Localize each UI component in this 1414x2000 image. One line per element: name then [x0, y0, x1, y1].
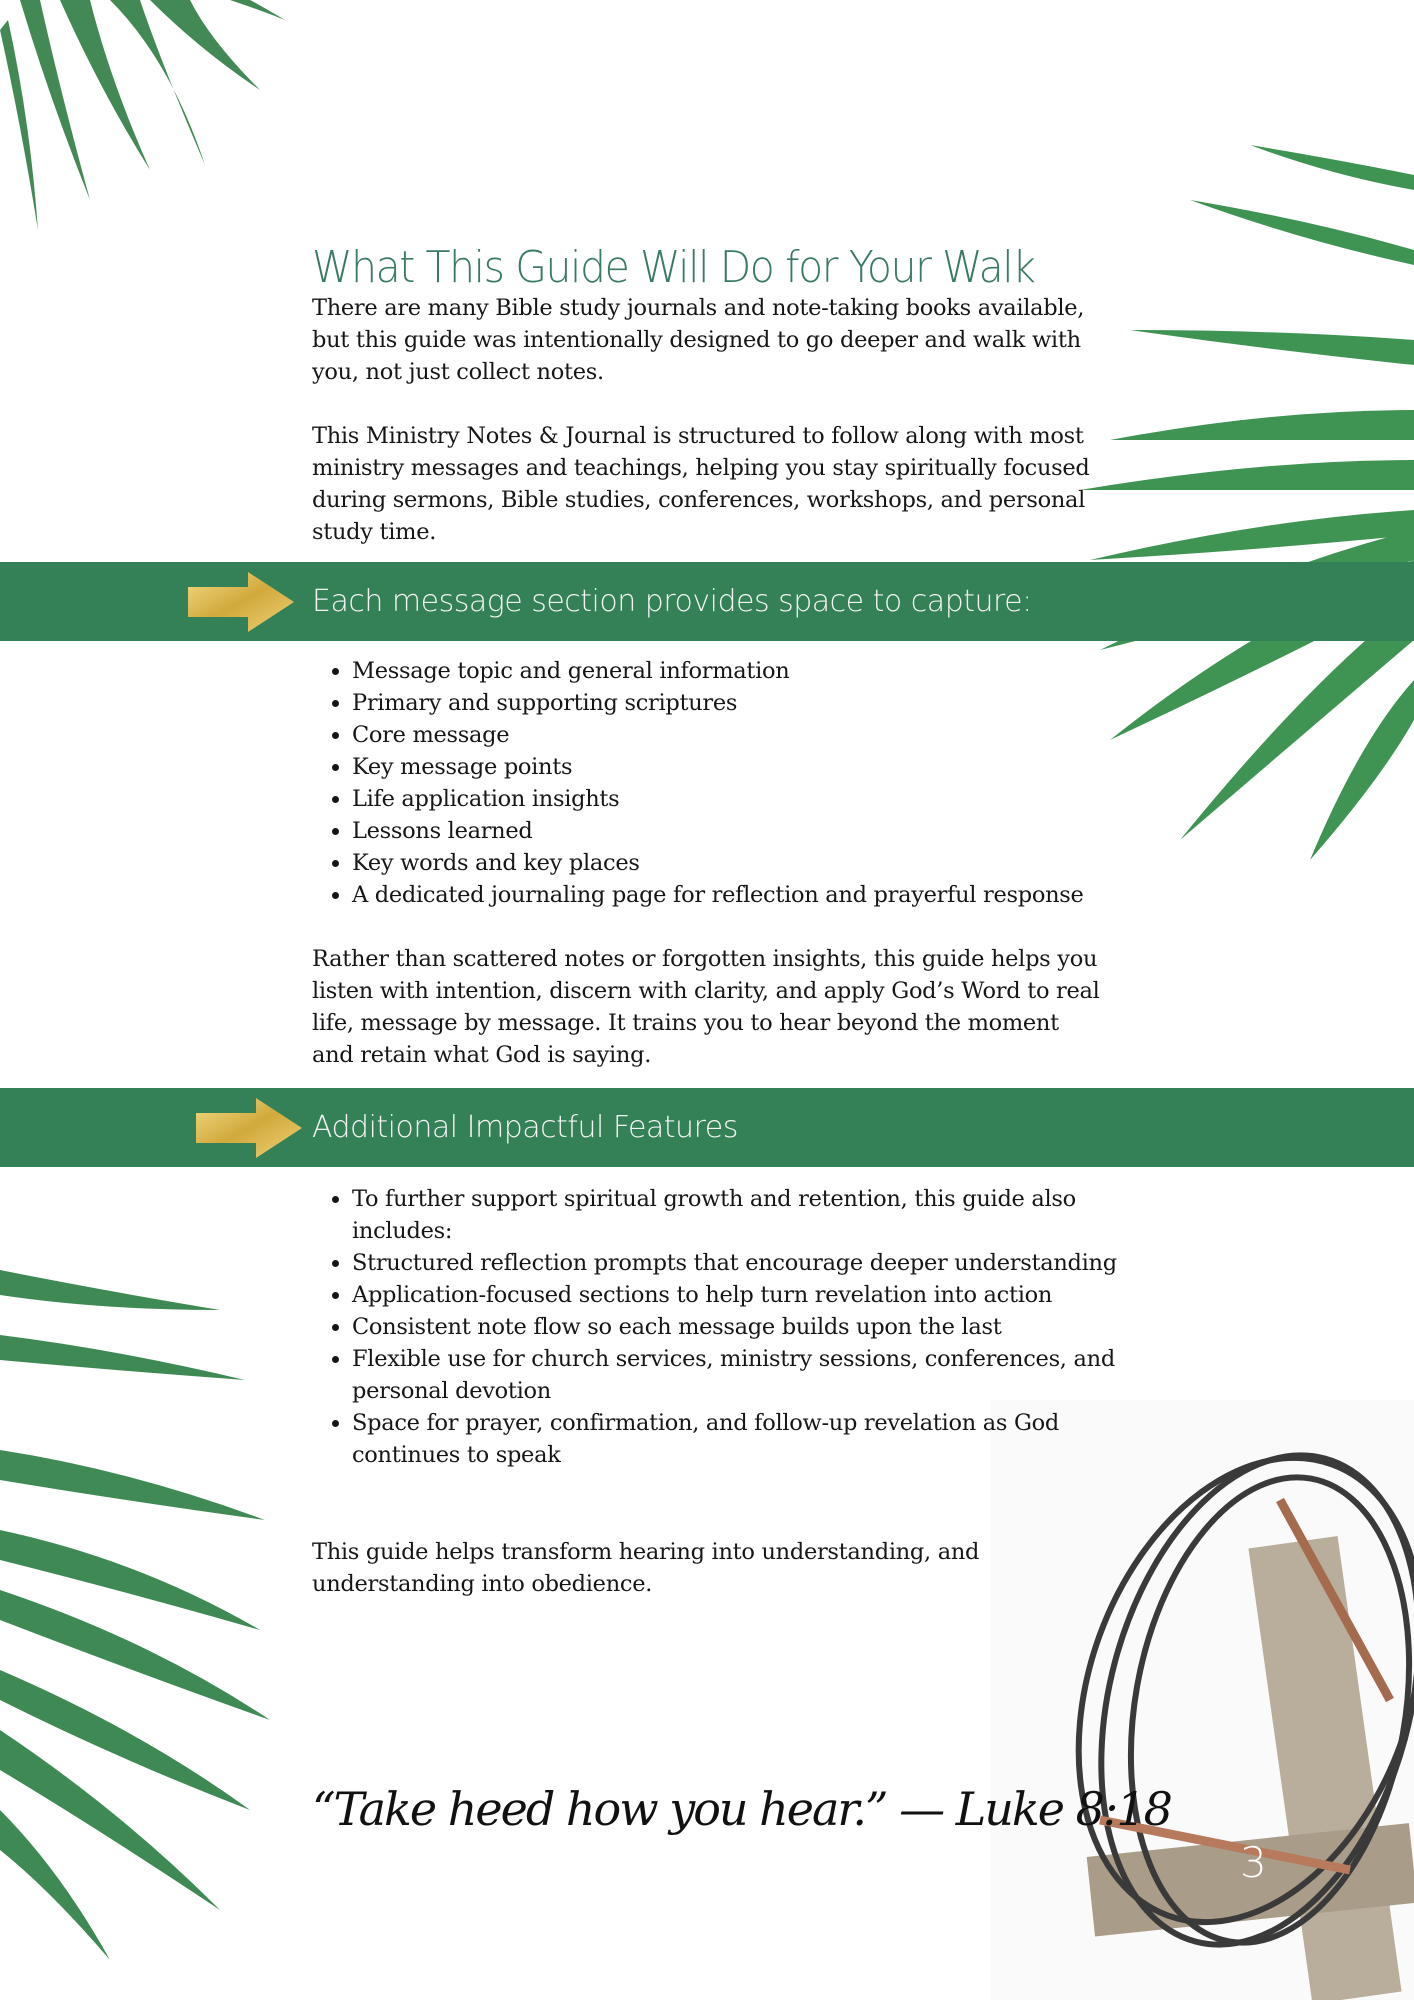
- list-item: • Life application insights: [352, 783, 1142, 815]
- section-heading: Additional Impactful Features: [312, 1110, 738, 1145]
- list-item: • A dedicated journaling page for reflection and prayerful response: [352, 879, 1142, 911]
- intro-paragraph-2: This Ministry Notes & Journal is structured to follow along with most ministry messages and teachings, helping you stay spiritually focused during sermons, Bible studies, conferences, workshops, and personal study time.: [312, 423, 1090, 545]
- section2-closing-paragraph: This guide helps transform hearing into understanding, and understanding into obedience.: [312, 1539, 980, 1597]
- list-item: • Key message points: [352, 751, 1142, 783]
- list-item: • Space for prayer, confirmation, and follow-up revelation as God continues to speak: [352, 1407, 1132, 1471]
- list-item: • Flexible use for church services, ministry sessions, conferences, and personal devotion: [352, 1343, 1132, 1407]
- list-item: • To further support spiritual growth and retention, this guide also includes:: [352, 1183, 1132, 1247]
- section-header-band: [0, 562, 1414, 641]
- section-heading: Each message section provides space to capture:: [312, 584, 1032, 619]
- page-number: 3: [1240, 1838, 1267, 1887]
- list-item: • Lessons learned: [352, 815, 1142, 847]
- features-list: [312, 1183, 1132, 1471]
- gold-arrow-icon: [196, 1098, 302, 1158]
- palm-leaf-top-left: [0, 0, 300, 240]
- crown-of-thorns-cross-image: [990, 1400, 1414, 2000]
- list-item: • Application-focused sections to help turn revelation into action: [352, 1279, 1132, 1311]
- scripture-quote: “Take heed how you hear.” — Luke 8:18: [312, 1782, 1171, 1836]
- list-item: • Core message: [352, 719, 1142, 751]
- list-item: • Structured reflection prompts that encourage deeper understanding: [352, 1247, 1132, 1279]
- palm-leaf-bottom-left: [0, 1250, 290, 1970]
- page-title: What This Guide Will Do for Your Walk: [312, 242, 1035, 293]
- list-item: • Key words and key places: [352, 847, 1142, 879]
- message-section-list: [312, 655, 1142, 911]
- list-item: • Consistent note flow so each message builds upon the last: [352, 1311, 1132, 1343]
- gold-arrow-icon: [188, 572, 294, 632]
- list-item: • Primary and supporting scriptures: [352, 687, 1142, 719]
- section-header-band: [0, 1088, 1414, 1167]
- list-item: • Message topic and general information: [352, 655, 1142, 687]
- section1-closing-paragraph: Rather than scattered notes or forgotten insights, this guide helps you listen with intention, discern with clarity, and apply God’s Word to real life, message by message. It trains you to hear beyond the moment and retain what God is saying.: [312, 946, 1100, 1068]
- intro-paragraph-1: There are many Bible study journals and note-taking books available, but this guide was intentionally designed to go deeper and walk with you, not just collect notes.: [312, 295, 1085, 385]
